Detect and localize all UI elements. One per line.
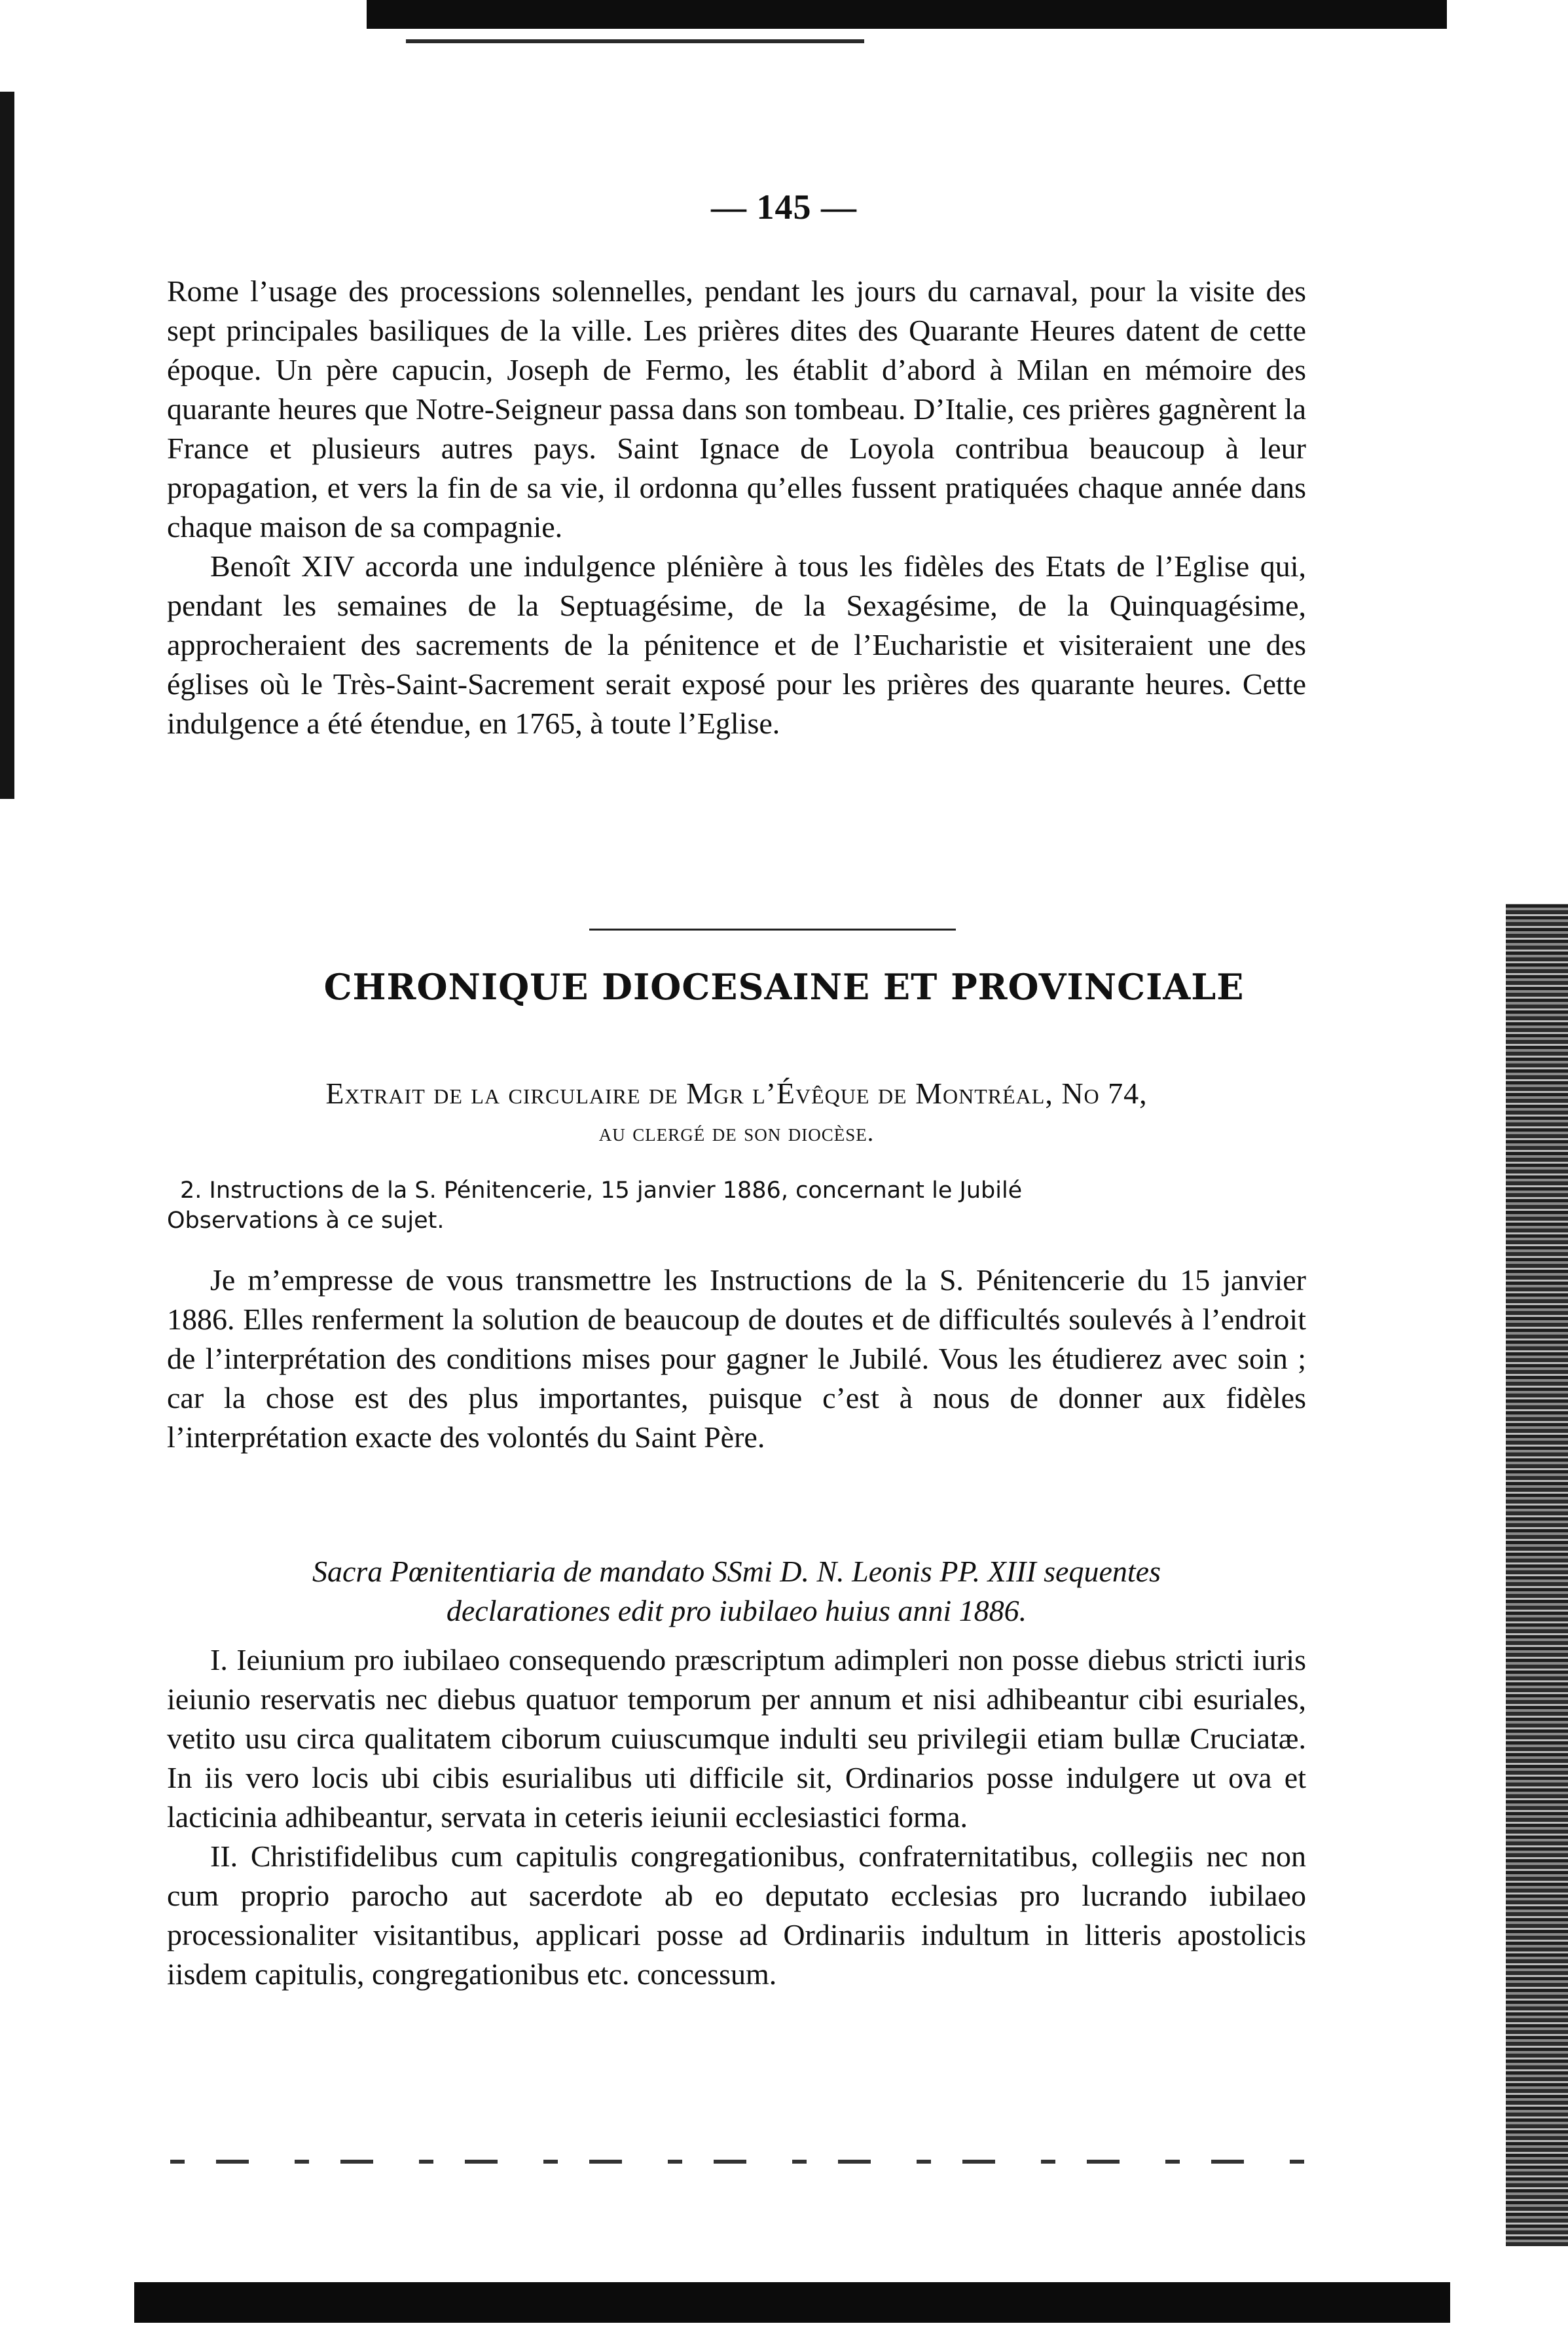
note-line-1: 2. Instructions de la S. Pénitencerie, 15 janvier 1886, concernant le Jubilé (180, 1177, 1023, 1204)
page-number: — 145 — (711, 187, 857, 227)
section-title: CHRONIQUE DIOCESAINE ET PROVINCIALE (323, 966, 1245, 1008)
instructions-note (167, 1175, 1306, 1236)
note-line-2: Observations à ce sujet. (167, 1208, 445, 1234)
body-text-latin (167, 1640, 1306, 1994)
body-text-mandate (167, 1261, 1306, 1457)
paragraph-latin-1: I. Ieiunium pro iubilaeo consequendo præscriptum adimpleri non posse diebus stricti iuris ieiunio reservatis nec diebus quatuor temporum per annum et nisi adhibeantur cibi esuriales, vetito usu circa qualitatem ciborum cuiuscumque indulti seu privilegii etiam bullæ Cruciatæ. In iis vero locis ubi cibis esurialibus uti difficile sit, Ordinarios posse indulgere ut ova et lacticinia adhibeantur, servata in ceteris ieiunii ecclesiastici forma. (167, 1643, 1306, 1834)
latin-heading (167, 1552, 1306, 1631)
latin-heading-line-2: declarationes edit pro iubilaeo huius anni 1886. (446, 1594, 1027, 1627)
scan-border-right (1506, 904, 1568, 2246)
latin-heading-line-1: Sacra Pœnitentiaria de mandato SSmi D. N. Leonis PP. XIII sequentes (312, 1555, 1161, 1588)
circular-extract-heading (167, 1074, 1306, 1153)
paragraph-rome: Rome l’usage des processions solennelles, pendant les jours du carnaval, pour la visite des sept principales basiliques de la ville. Les prières dites des Quarante Heures datent de cette époque. Un père capucin, Joseph de Fermo, les établit d’abord à Milan en mémoire des quarante heures que Notre-Seigneur passa dans son tombeau. D’Italie, ces prières gagnèrent la France et plusieurs autres pays. Saint Ignace de Loyola contribua beaucoup à leur propagation, et vers la fin de sa vie, il ordonna qu’elles fussent pratiquées chaque année dans chaque maison de sa compagnie. (167, 274, 1306, 544)
extract-line-2: au clergé de son diocèse. (598, 1119, 875, 1147)
section-separator (589, 929, 956, 931)
body-text-top (167, 272, 1306, 743)
scan-border-bottom (134, 2282, 1450, 2323)
paragraph-latin-2: II. Christifidelibus cum capitulis congregationibus, confraternitatibus, collegiis nec non cum proprio parocho aut sacerdote ab eo deputato ecclesias pro lucrando iubilaeo processionaliter visitantibus, applicari posse ad Ordinariis indultum in litteris apostolicis iisdem capitulis, congregationibus etc. concessum. (167, 1839, 1306, 1991)
scan-dash-row (170, 2160, 1309, 2164)
scan-border-top (367, 0, 1447, 29)
extract-line-1: Extrait de la circulaire de Mgr l’Évêque de Montréal, No 74, (325, 1077, 1148, 1110)
paragraph-mandate: Je m’empresse de vous transmettre les Instructions de la S. Pénitencerie du 15 janvier 1886. Elles renferment la solution de beaucoup de doutes et de difficultés soulevés à l’endroit de l’interprétation des conditions mises pour gagner le Jubilé. Vous les étudierez avec soin ; car la chose est des plus importantes, puisque c’est à nous de donner aux fidèles l’interprétation exacte des volontés du Saint Père. (167, 1263, 1306, 1454)
paragraph-benoit: Benoît XIV accorda une indulgence plénière à tous les fidèles des Etats de l’Eglise qui, pendant les semaines de la Septuagésime, de la Sexagésime, de la Quinquagésime, approcheraient des sacrements de la pénitence et de l’Eucharistie et visiteraient une des églises où le Très-Saint-Sacrement serait exposé pour les prières des quarante heures. Cette indulgence a été étendue, en 1765, à toute l’Eglise. (167, 549, 1306, 740)
scan-mark-top (406, 39, 864, 43)
